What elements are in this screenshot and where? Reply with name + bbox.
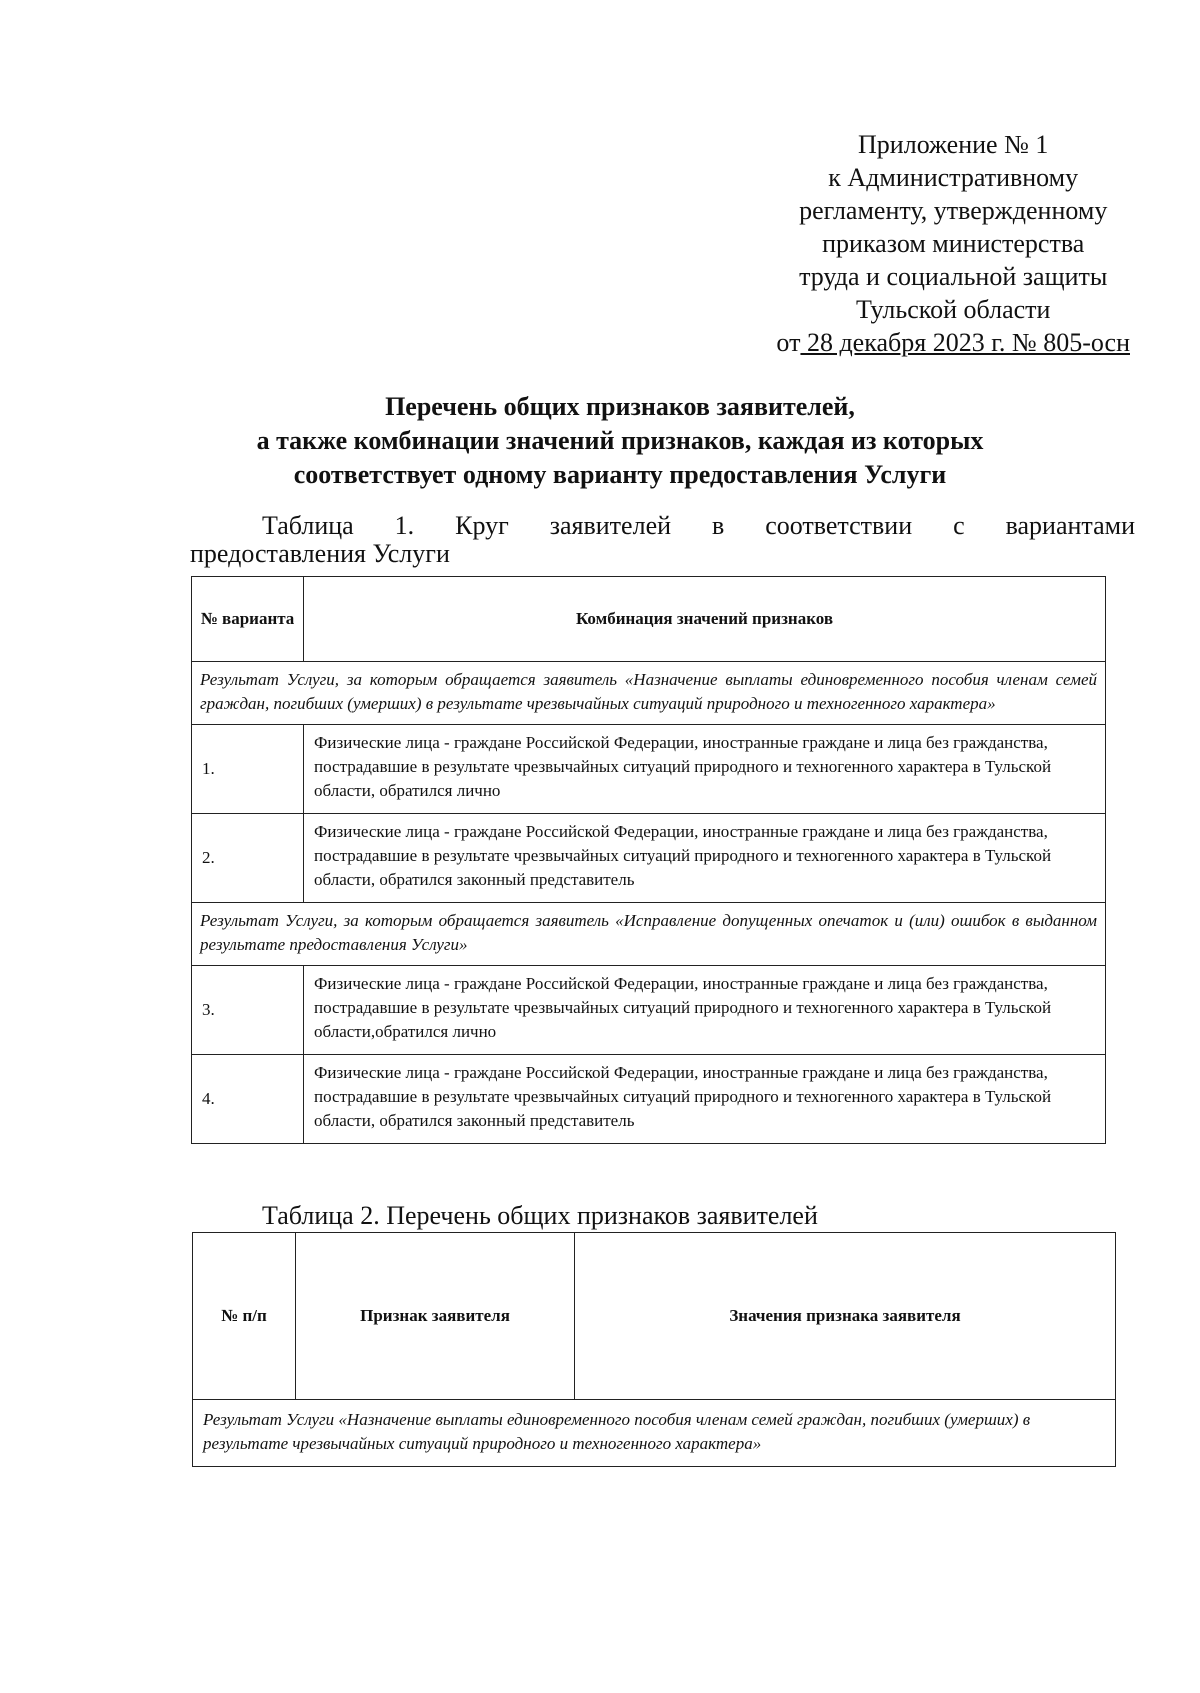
document-title [120,390,1120,492]
header-attribute: Признак заявителя [296,1233,575,1400]
row-text: Физические лица - граждане Российской Федерации, иностранные граждане и лица без гражданства, пострадавшие в результате чрезвычайных ситуаций природного и техногенного характера в Тульской области, обратился лично [304,725,1106,814]
header-attribute-values: Значения признака заявителя [575,1233,1116,1400]
row-number: 1. [192,725,304,814]
result-section-text: Результат Услуги, за которым обращается заявитель «Назначение выплаты единовременного пособия членам семей граждан, погибших (умерших) в результате чрезвычайных ситуаций природного и техногенного характера» [192,662,1106,725]
appendix-line: Тульской области [855,295,1051,324]
date-value: 28 декабря 2023 г. № 805-осн [800,328,1130,357]
title-line: соответствует одному варианту предоставления Услуги [293,460,947,489]
row-number: 2. [192,814,304,903]
table-header-row [192,577,1106,662]
appendix-block [776,128,1130,359]
appendix-line: регламенту, утвержденному [799,196,1108,225]
table-row [192,725,1106,814]
header-combination: Комбинация значений признаков [304,577,1106,662]
date-prefix: от [776,328,801,357]
result-section-text: Результат Услуги, за которым обращается заявитель «Исправление допущенных опечаток и (или) ошибок в выданном результате предоставления Услуги» [192,903,1106,966]
title-line: Перечень общих признаков заявителей, [385,392,855,421]
row-text: Физические лица - граждане Российской Федерации, иностранные граждане и лица без гражданства, пострадавшие в результате чрезвычайных ситуаций природного и техногенного характера в Тульской области,обратился лично [304,966,1106,1055]
table-header-row [193,1233,1116,1400]
appendix-line: приказом министерства [822,229,1085,258]
table-row [192,1055,1106,1144]
result-section-text: Результат Услуги «Назначение выплаты единовременного пособия членам семей граждан, погибших (умерших) в результате чрезвычайных ситуаций природного и техногенного характера» [193,1400,1116,1467]
table1 [191,576,1106,1144]
table2-caption: Таблица 2. Перечень общих признаков заявителей [262,1201,818,1230]
row-text: Физические лица - граждане Российской Федерации, иностранные граждане и лица без гражданства, пострадавшие в результате чрезвычайных ситуаций природного и техногенного характера в Тульской области, обратился законный представитель [304,814,1106,903]
table-row [192,966,1106,1055]
appendix-line: к Административному [828,163,1079,192]
header-variant-number: № варианта [192,577,304,662]
result-section-row [192,662,1106,725]
appendix-line: Приложение № 1 [858,130,1049,159]
table2 [192,1232,1116,1467]
appendix-date-line [776,326,1130,359]
title-line: а также комбинации значений признаков, каждая из которых [256,426,984,455]
header-number: № п/п [193,1233,296,1400]
row-text: Физические лица - граждане Российской Федерации, иностранные граждане и лица без гражданства, пострадавшие в результате чрезвычайных ситуаций природного и техногенного характера в Тульской области, обратился законный представитель [304,1055,1106,1144]
row-number: 3. [192,966,304,1055]
table1-caption-line: предоставления Услуги [190,539,450,568]
table1-caption [190,512,1135,568]
table1-caption-line: Таблица 1. Круг заявителей в соответствии с вариантами [262,511,1135,540]
result-section-row [193,1400,1116,1467]
appendix-line: труда и социальной защиты [799,262,1108,291]
result-section-row [192,903,1106,966]
table-row [192,814,1106,903]
row-number: 4. [192,1055,304,1144]
